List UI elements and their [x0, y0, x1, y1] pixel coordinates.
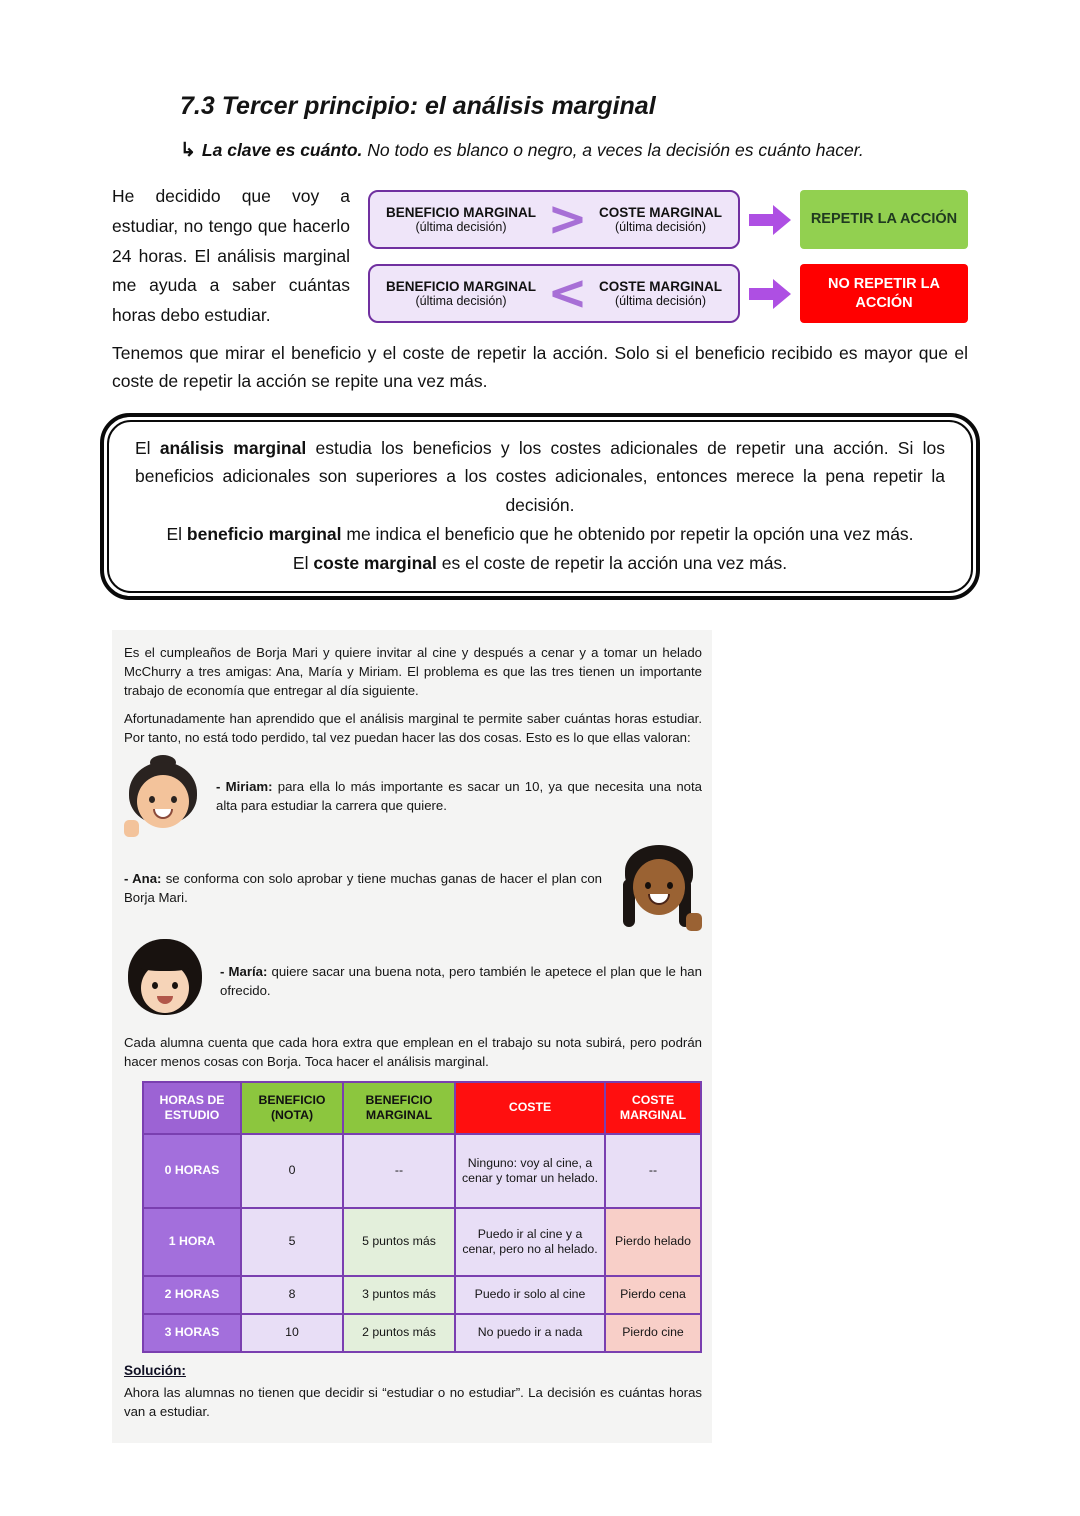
maria-name-label: - María:: [220, 963, 268, 979]
def-prefix: El: [135, 437, 160, 458]
section-title: 7.3 Tercer principio: el análisis marginal: [180, 92, 656, 120]
comparison-box-less: [368, 264, 740, 323]
maria-description: [220, 962, 702, 1000]
table-header-row: [143, 1082, 701, 1134]
student-miriam-row: [124, 755, 702, 837]
miriam-name-label: - Miriam:: [216, 778, 273, 794]
table-cell: No puedo ir a nada: [455, 1314, 605, 1352]
ana-text: se conforma con solo aprobar y tiene muchas ganas de hacer el plan con Borja Mari.: [124, 870, 603, 905]
exercise-paragraph-3: Cada alumna cuenta que cada hora extra que emplean en el trabajo su nota subirá, pero podrán hacer menos cosas con Borja. Toca hacer el análisis marginal.: [124, 1034, 702, 1070]
key-idea-bold: La clave es cuánto.: [201, 140, 363, 160]
exercise-block: [112, 630, 712, 1443]
avatar-eye: [149, 796, 155, 803]
miriam-memoji-avatar: [124, 755, 202, 837]
def-rest: me indica el beneficio que he obtenido por repetir la opción una vez más.: [341, 523, 914, 544]
table-cell: 5 puntos más: [343, 1208, 455, 1276]
flow-arrow-icon: [749, 203, 791, 237]
miriam-description: [216, 777, 702, 815]
def-term: coste marginal: [313, 552, 437, 573]
avatar-eye: [172, 982, 178, 989]
table-cell: 0: [241, 1134, 343, 1208]
def-rest: estudia los beneficios y los costes adicionales de repetir una acción. Si los beneficios adicionales son superiores a los costes adicionales, entonces merece la pena repetir la decisión.: [135, 437, 945, 516]
table-header-cell: BENEFICIO MARGINAL: [343, 1082, 455, 1134]
table-header-cell: COSTE: [455, 1082, 605, 1134]
student-maria-row: [124, 939, 702, 1023]
flow-arrow-icon: [749, 277, 791, 311]
avatar-eye: [152, 982, 158, 989]
ana-name-label: - Ana:: [124, 870, 162, 886]
maria-memoji-avatar: [124, 939, 206, 1023]
after-diagram-paragraph: Tenemos que mirar el beneficio y el coste de repetir la acción. Solo si el beneficio recibido es mayor que el coste de repetir la acción se repite una vez más.: [112, 342, 968, 391]
table-row: [143, 1134, 701, 1208]
ana-description: [124, 869, 602, 907]
avatar-eye: [667, 882, 673, 889]
table-cell: --: [343, 1134, 455, 1208]
table-cell: 0 HORAS: [143, 1134, 241, 1208]
benefit-marginal-label: BENEFICIO MARGINAL: [386, 279, 536, 294]
table-row: [143, 1208, 701, 1276]
intro-paragraph: He decidido que voy a estudiar, no tengo que hacerlo 24 horas. El análisis marginal me ayuda a saber cuántas horas debo estudiar.: [112, 186, 350, 325]
table-cell: 2 puntos más: [343, 1314, 455, 1352]
avatar-face: [633, 859, 685, 915]
avatar-mouth: [153, 809, 173, 819]
table-header-cell: COSTE MARGINAL: [605, 1082, 701, 1134]
cost-side: [599, 279, 722, 308]
diagram-row-repeat: [368, 190, 968, 249]
table-cell: 10: [241, 1314, 343, 1352]
avatar-mouth: [157, 996, 173, 1004]
marginal-analysis-table: [142, 1081, 702, 1353]
student-ana-row: [124, 843, 702, 933]
table-cell: 2 HORAS: [143, 1276, 241, 1314]
greater-than-operator: >: [547, 191, 588, 248]
less-than-operator: <: [547, 265, 588, 322]
table-cell: Ninguno: voy al cine, a cenar y tomar un helado.: [455, 1134, 605, 1208]
definition-cost-marginal: [135, 549, 945, 578]
repeat-action-box: REPETIR LA ACCIÓN: [800, 190, 968, 249]
solution-label: Solución:: [124, 1363, 186, 1379]
avatar-fringe: [137, 956, 193, 971]
cost-marginal-label: COSTE MARGINAL: [599, 205, 722, 220]
avatar-thumb: [124, 820, 139, 837]
def-term: beneficio marginal: [186, 523, 342, 544]
cost-side: [599, 205, 722, 234]
exercise-paragraph-1: Es el cumpleaños de Borja Mari y quiere invitar al cine y después a cenar y a tomar un helado McChurry a tres amigas: Ana, María y Miriam. El problema es que las tres tienen un importante trabajo de economía que entregar al día siguiente.: [124, 645, 702, 699]
table-cell: 3 HORAS: [143, 1314, 241, 1352]
avatar-face: [137, 775, 189, 828]
benefit-marginal-sublabel: (última decisión): [415, 294, 507, 308]
comparison-box-greater: [368, 190, 740, 249]
definition-benefit-marginal: [135, 520, 945, 549]
maria-text: quiere sacar una buena nota, pero también le apetece el plan que le han ofrecido.: [220, 963, 702, 998]
table-cell: Puedo ir al cine y a cenar, pero no al helado.: [455, 1208, 605, 1276]
definition-analysis-marginal: [135, 434, 945, 520]
benefit-marginal-sublabel: (última decisión): [415, 220, 507, 234]
table-cell: Pierdo cine: [605, 1314, 701, 1352]
key-idea-line: [180, 139, 968, 162]
table-cell: Pierdo helado: [605, 1208, 701, 1276]
avatar-eye: [645, 882, 651, 889]
table-cell: 1 HORA: [143, 1208, 241, 1276]
avatar-eye: [171, 796, 177, 803]
no-repeat-action-box: NO REPETIR LA ACCIÓN: [800, 264, 968, 323]
cost-marginal-label: COSTE MARGINAL: [599, 279, 722, 294]
table-cell: 3 puntos más: [343, 1276, 455, 1314]
table-cell: Pierdo cena: [605, 1276, 701, 1314]
table-cell: 5: [241, 1208, 343, 1276]
avatar-hand: [686, 913, 702, 931]
table-cell: 8: [241, 1276, 343, 1314]
benefit-side: [386, 279, 536, 308]
solution-text: Ahora las alumnas no tienen que decidir si “estudiar o no estudiar”. La decisión es cuántas horas van a estudiar.: [124, 1384, 702, 1420]
definition-box-inner: [107, 420, 973, 593]
table-cell: --: [605, 1134, 701, 1208]
cost-marginal-sublabel: (última decisión): [614, 220, 706, 234]
def-rest: es el coste de repetir la acción una vez más.: [436, 552, 788, 573]
definition-box: [100, 413, 980, 600]
table-header-cell: HORAS DE ESTUDIO: [143, 1082, 241, 1134]
def-prefix: El: [166, 523, 187, 544]
benefit-side: [386, 205, 536, 234]
marginal-decision-diagram: [368, 182, 968, 331]
table-header-cell: BENEFICIO (NOTA): [241, 1082, 343, 1134]
avatar-mouth: [648, 894, 670, 905]
diagram-row-no-repeat: [368, 264, 968, 323]
cost-marginal-sublabel: (última decisión): [614, 294, 706, 308]
exercise-paragraph-2: Afortunadamente han aprendido que el análisis marginal te permite saber cuántas horas estudiar. Por tanto, no está todo perdido, tal vez puedan hacer las dos cosas. Esto es lo que ellas valoran:: [124, 710, 702, 745]
key-idea-rest: No todo es blanco o negro, a veces la decisión es cuánto hacer.: [362, 140, 864, 160]
miriam-text: para ella lo más importante es sacar un 10, ya que necesita una nota alta para estudiar la carrera que quiere.: [216, 778, 702, 813]
table-cell: Puedo ir solo al cine: [455, 1276, 605, 1314]
intro-section: [112, 182, 968, 331]
ana-memoji-avatar: [616, 843, 702, 933]
corner-arrow-icon: ↳: [180, 140, 196, 161]
benefit-marginal-label: BENEFICIO MARGINAL: [386, 205, 536, 220]
def-term: análisis marginal: [159, 437, 307, 458]
table-row: [143, 1314, 701, 1352]
table-row: [143, 1276, 701, 1314]
def-prefix: El: [292, 552, 314, 573]
